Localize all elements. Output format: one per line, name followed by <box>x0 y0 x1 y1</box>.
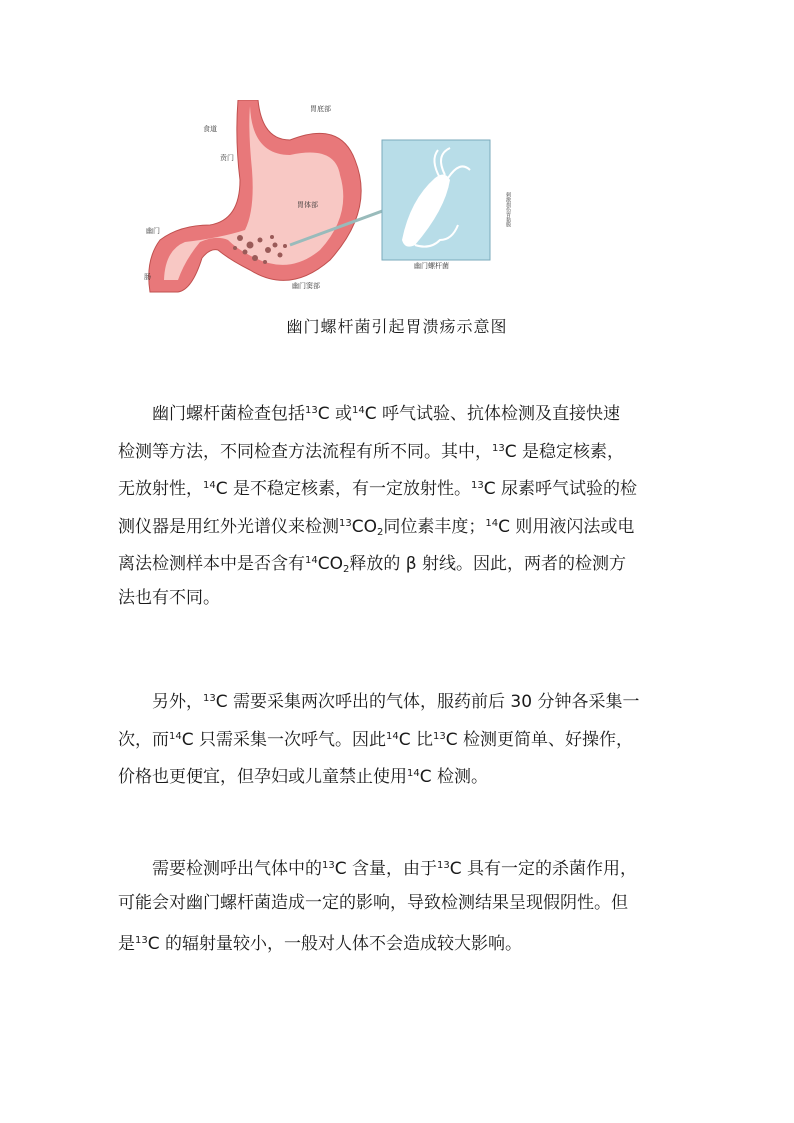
p3-line-2: 可能会对幽门螺杆菌造成一定的影响，导致检测结果呈现假阴性。但 <box>118 892 628 913</box>
label-fundus: 胃底部 <box>310 105 331 113</box>
label-cardia: 贲门 <box>220 154 234 162</box>
p1-line-5: 离法检测样本中是否含有$^{14}CO_2$释放的 β 射线。因此，两者的检测方 <box>118 554 627 576</box>
label-esophagus: 食道 <box>203 125 217 133</box>
p1-line-4: 测仪器是用红外光谱仪来检测$^{13}CO_2$同位素丰度；$^{14}$C 则用液闪法或电 <box>118 516 635 538</box>
p2-line-1: 另外，$^{13}$C 需要采集两次呼出的气体，服药前后 30 分钟各采集一 <box>152 692 640 712</box>
paragraph-3 <box>118 847 678 960</box>
label-antrum: 幽门窦部 <box>292 282 320 290</box>
label-pylorus: 幽门 <box>146 227 160 235</box>
figure-caption: 幽门螺杆菌引起胃溃疡示意图 <box>286 317 508 336</box>
p1-line-1: 幽门螺杆菌检查包括$^{13}$C 或$^{14}$C 呼气试验、抗体检测及直接快速 <box>152 404 621 424</box>
label-body: 胃体部 <box>297 201 318 209</box>
paragraph-1 <box>118 392 678 618</box>
p1-line-2: 检测等方法，不同检查方法流程有所不同。其中，$^{13}$C 是稳定核素， <box>118 441 625 462</box>
p1-line-3: 无放射性，$^{14}$C 是不稳定核素，有一定放射性。$^{13}$C 尿素呼气试验的检 <box>118 479 638 500</box>
paragraph-2 <box>118 680 678 793</box>
p2-line-2: 次，而$^{14}$C 只需采集一次呼气。因此$^{14}$C 比$^{13}$C 检测更简单、好操作， <box>118 729 634 750</box>
label-bacterium: 幽门螺杆菌 <box>414 262 449 270</box>
stomach-figure <box>140 100 520 295</box>
label-duodenum: 肠 <box>144 273 151 281</box>
p2-line-3: 价格也更便宜，但孕妇或儿童禁止使用$^{14}$C 检测。 <box>118 767 489 788</box>
p3-line-1: 需要检测呼出气体中的$^{13}$C 含量，由于$^{13}$C 具有一定的杀菌作用， <box>152 859 638 879</box>
p1-line-6: 法也有不同。 <box>118 587 220 608</box>
label-side-note: 刺激损伤胃黏膜 <box>505 192 511 227</box>
stomach-illustration <box>140 100 520 295</box>
p3-line-3: 是$^{13}$C 的辐射量较小，一般对人体不会造成较大影响。 <box>118 934 523 955</box>
